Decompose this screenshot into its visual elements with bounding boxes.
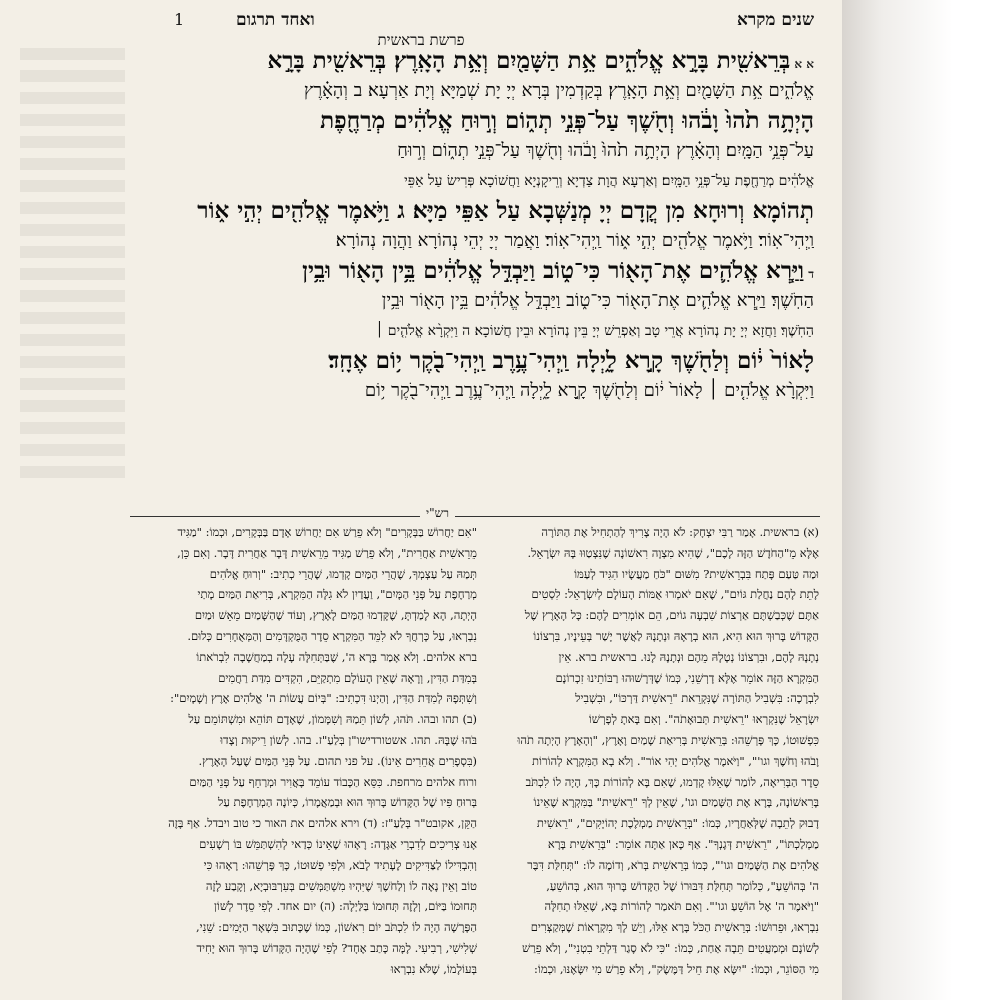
rashi-line: נְתָנָהּ לָהֶם, וּבִרְצוֹנוֹ נְטָלָהּ מֵהֶם וּנְתָנָהּ לָנוּ. בראשית ברא. אֵין [558, 649, 819, 664]
rashi-line: בָּרִאשׁוֹנָה, בָּרָא אֶת הַשָּׁמַיִם וגו', שֶׁאֵין לְךָ "רֵאשִׁית" בַּמִּקְרָא שֶׁאֵינוֹ [533, 795, 819, 810]
rashi-line: "אִם יַחֲרוֹשׁ בַּבְּקָרִים" וְלֹא פֵרַשׁ אִם יַחֲרוֹשׁ אָדָם בַּבְּקָרִים, וּכְמוֹ: "מַגִּיד [177, 525, 477, 539]
rashi-line: בְּעוֹלָמוֹ, שֶׁלֹּא נִבְרְאוּ [390, 961, 477, 976]
rashi-line: סֵדֶר הַבְּרִיאָה, לוֹמַר שֶׁאֵלּוּ קָדְמוּ, שֶׁאִם בָּא לְהוֹרוֹת כָּךְ, הָיָה לוֹ לִכְתֹּב [525, 774, 819, 789]
rashi-line: נִבְרְאוּ, וּפֵרוּשׁוֹ: בְּרֵאשִׁית הַכֹּל בָּרָא אֵלּוּ, וְיֵשׁ לָךְ מִקְרָאוֹת שֶׁמְּקַצְּרִים [530, 920, 819, 935]
verse-line [132, 256, 814, 286]
verse-text: הַחֹֽשֶׁךְ׃ וַיַּ֧רְא אֱלֹהִ֛ים אֶת־הָא֖וֹר כִּי־ט֑וֹב וַיַּבְדֵּ֣ל אֱלֹהִ֔ים בֵּ֥ין הָא֖וֹר וּבֵ֥ין [381, 290, 814, 311]
rashi-line: לְשׁוֹנָם וּמְמַעֲטִים תֵּבָה אַחַת, כְּמוֹ: "כִּי לֹא סָגַר דַּלְתֵי בִטְנִי", וְלֹא פֵרַשׁ [522, 940, 819, 955]
header-left-title: ואחד תרגום [236, 10, 315, 30]
torah-text-block [132, 46, 814, 406]
verse-text: הַחֹֽשֶׁךְ׃ וַחֲזָא יְיָ יָת נְהוֹרָא אֲרֵי טָב וְאַפְרֵשׁ יְיָ בֵּין נְהוֹרָא וּבֵין חֲשׁוֹכָא׃ ה וַיִּקְרָ֨א אֱלֹהִ֤ים ׀ [375, 323, 814, 339]
verse-number: ד [804, 267, 814, 281]
parasha-title: פרשת בראשית [377, 31, 465, 49]
rashi-title: רש"י [420, 506, 455, 521]
verse-text: וַיַּ֧רְא אֱלֹהִ֛ים אֶת־הָא֖וֹר כִּי־ט֑וֹב וַיַּבְדֵּ֣ל אֱלֹהִ֔ים בֵּ֥ין הָא֖וֹר וּבֵ֥ין [302, 257, 805, 284]
verse-text: וַיִּקְרָ֨א אֱלֹהִ֤ים ׀ לָאוֹר֙ י֔וֹם וְלַחֹ֖שֶׁךְ קָ֣רָא לָ֑יְלָה וַֽיְהִי־עֶ֥רֶב וַֽיְהִי־בֹ֖קֶר י֥וֹם [364, 380, 814, 401]
rashi-line: ורוח אלהים מרחפת. כִּסֵּא הַכָּבוֹד עוֹמֵד בָּאֲוִיר וּמְרַחֵף עַל פְּנֵי הַמַּיִם [189, 774, 477, 789]
verse-number: א א [790, 57, 814, 71]
rashi-line: הַמִּקְרָא הַזֶּה אוֹמֵר אֶלָּא דָרְשֵׁנִי, כְּמוֹ שֶׁדְּרָשׁוּהוּ רַבּוֹתֵינוּ זִכְרוֹנָם [555, 670, 819, 685]
verse-text: לָאוֹר֙ י֔וֹם וְלַחֹ֖שֶׁךְ קָ֣רָא לָ֑יְלָה וַֽיְהִי־עֶ֥רֶב וַֽיְהִי־בֹ֖קֶר י֥וֹם אֶחָֽד׃ [328, 347, 814, 374]
rashi-line: לָתֵת לָהֶם נַחֲלַת גּוֹיִם", שֶׁאִם יֹאמְרוּ אֻמּוֹת הָעוֹלָם לְיִשְׂרָאֵל: לִסְטִים [531, 587, 819, 602]
rashi-line: דָבוּק לְתֵבָה שֶׁלְּאַחֲרָיו, כְּמוֹ: "בְּרֵאשִׁית מַמְלֶכֶת יְהוֹיָקִים", "רֵאשִׁית [536, 816, 819, 831]
verse-text: עַל־פְּנֵ֥י הַמָּֽיִם׃ וְהָאָ֗רֶץ הָיְתָ֥ה תֹ֙הוּ֙ וָבֹ֔הוּ וְחֹ֖שֶׁךְ עַל־פְּנֵ֣י תְה֑וֹם וְר֣וּחַ [397, 140, 814, 161]
verse-text: בְּרֵאשִׁ֖ית בָּרָ֣א אֱלֹהִ֑ים אֵ֥ת הַשָּׁמַ֖יִם וְאֵ֥ת הָאָֽרֶץ׃ בְּרֵאשִׁ֖ית בָּרָ֣א [267, 47, 791, 74]
rashi-line: אַתֶּם שֶׁכְּבַשְׁתֶּם אַרְצוֹת שִׁבְעָה גוֹיִם, הֵם אוֹמְרִים לָהֶם: כָּל הָאָרֶץ שֶׁל [524, 608, 819, 623]
rashi-line: מְרַחֶפֶת עַל פְּנֵי הַמָּיִם", וַעֲדַיִן לֹא גִלָּה הַמִּקְרָא, בְּרִיאַת הַמַּיִם מָתַי [197, 587, 477, 602]
rashi-line: "וַיֹּאמֶר ה' אֶל הוֹשֵׁעַ וגו'". וְאִם תֹּאמַר לְהוֹרוֹת בָּא, שֶׁאֵלּוּ תְחִלָּה [544, 899, 819, 914]
page-edge-shadow [842, 0, 1000, 1000]
verse-line [132, 46, 814, 76]
rashi-divider [130, 516, 820, 517]
rashi-line: ה' בְּהוֹשֵׁעַ", כְּלוֹמַר תְּחִלַּת דִּבּוּרוֹ שֶׁל הַקָּדוֹשׁ בָּרוּךְ הוּא, בְּהוֹשֵׁעַ, [546, 878, 819, 893]
rashi-line: הַקֵּן, אקובט"ר בְּלַעַ"ז: (ד) וירא אלהים את האור כי טוב ויבדל. אַף בָּזֶה [168, 816, 477, 831]
rashi-line: אֶלָּא מֵ"הַחֹדֶשׁ הַזֶּה לָכֶם", שֶׁהִיא מִצְוָה רִאשׁוֹנָה שֶׁנִּצְטַוּוּ בָּהּ יִשְׂרָאֵל. [527, 545, 819, 560]
rashi-column-right [494, 522, 819, 992]
rashi-line: מֵרֵאשִׁית אַחֲרִית", וְלֹא פֵרַשׁ מַגִּיד מֵרֵאשִׁית דָּבָר אַחֲרִית דָּבָר. וְאִם כֵּן, [177, 545, 477, 560]
rashi-line: (ב) תהו ובהו. תֹּהוּ, לְשׁוֹן תֵּמַהּ וְשִׁמָּמוֹן, שֶׁאָדָם תּוֹהֵא וּמִשְׁתּוֹמֵם עַל [188, 712, 477, 727]
verse-text: הָיְתָ֥ה תֹ֙הוּ֙ וָבֹ֔הוּ וְחֹ֖שֶׁךְ עַל־פְּנֵ֣י תְה֑וֹם וְר֣וּחַ אֱלֹהִ֔ים מְרַחֶ֖פֶת [320, 107, 814, 134]
page-number: 1 [174, 10, 185, 29]
rashi-line: טוֹב וְאֵין נָאֶה לוֹ וְלַחֹשֶׁךְ שֶׁיִּהְיוּ מִשְׁתַּמְּשִׁים בְּעִרְבּוּבְיָא, וְקָבַע לָזֶה [205, 878, 477, 893]
rashi-line: הַפָּרָשָׁה הָיָה לוֹ לִכְתֹּב יוֹם רִאשׁוֹן, כְּמוֹ שֶׁכָּתוּב בִּשְׁאָר הַיָּמִים: שֵׁנִי, [195, 920, 477, 935]
rashi-line: ברא אלהים. וְלֹא אָמַר בָּרָא ה', שֶׁבַּתְּחִלָּה עָלָה בְמַחֲשָׁבָה לִבְרֹאתוֹ [196, 649, 477, 664]
rashi-line: יִשְׂרָאֵל שֶׁנִּקְרְאוּ "רֵאשִׁית תְּבוּאָתֹה". וְאִם בָּאתָ לְפָרְשׁוֹ [588, 712, 819, 727]
verse-line [132, 106, 814, 136]
rashi-column-left [152, 522, 477, 992]
rashi-line: וְהִבְדִּילוֹ לַצַּדִּיקִים לֶעָתִיד לָבֹא, וּלְפִי פְשׁוּטוֹ, כָּךְ פָּרְשֵׁהוּ: רָאָהוּ כִּי [203, 857, 477, 872]
rashi-line: נִבְרְאוּ, עַל כָּרְחֲךָ לֹא לִמֵּד הַמִּקְרָא סֵדֶר הַמֻּקְדָּמִים וְהַמְּאֻחָרִים כְּלוּם. [187, 628, 477, 643]
rashi-line: אֱלֹהִים אֶת הַשָּׁמַיִם וגו'", כְּמוֹ בְּרֵאשִׁית בְּרֹא, וְדוֹמֶה לוֹ: "תְּחִלַּת דִּבֶּר [527, 857, 819, 872]
verse-line [132, 136, 814, 166]
rashi-line: בֹּהוּ שֶׁבָּהּ. תהו. אשטורדישו"ן בְּלַעַ"ז. בהו. לְשׁוֹן רֵיקוּת וְצָדוּ [220, 732, 477, 747]
rashi-line: אָנוּ צְרִיכִים לְדִבְרֵי אַגָּדָה: רָאָהוּ שֶׁאֵינוֹ כְּדַאי לְהִשְׁתַּמֵּשׁ בּוֹ רְשָׁעִים [199, 836, 477, 851]
rashi-line: תְּחוּמוֹ בַּיּוֹם, וְלָזֶה תְּחוּמוֹ בַּלַּיְלָה: (ה) יום אחד. לְפִי סֵדֶר לְשׁוֹן [213, 899, 477, 914]
verse-line [132, 166, 814, 196]
rashi-line: הַקָּדוֹשׁ בָּרוּךְ הוּא הִיא, הוּא בְרָאָהּ וּנְתָנָהּ לַאֲשֶׁר יָשַׁר בְּעֵינָיו, בִּרְצוֹנוֹ [533, 628, 819, 643]
header-right-title: שנים מקרא [737, 10, 814, 30]
rashi-line: תְּמַהּ עַל עַצְמְךָ, שֶׁהֲרֵי הַמַּיִם קָדְמוּ, שֶׁהֲרֵי כְתִיב: "וְרוּחַ אֱלֹהִים [209, 566, 477, 581]
verse-line [132, 346, 814, 376]
verse-text: אֱלֹהִ֔ים מְרַחֶ֖פֶת עַל־פְּנֵ֥י הַמָּֽיִם׃ וְאַרְעָא הֲוָת צַדְיָא וְרֵיקָנְיָא וַחֲשׁוֹכָא פְּרִישׂ עַל אַפֵּי [404, 173, 814, 189]
rashi-line: בְּרוּחַ פִּיו שֶׁל הַקָּדוֹשׁ בָּרוּךְ הוּא וּבְמַאֲמָרוֹ, כְּיוֹנָה הַמְרַחֶפֶת עַל [218, 795, 477, 810]
verse-line [132, 76, 814, 106]
rashi-line: בְּמִדַּת הַדִּין, וְרָאָה שֶׁאֵין הָעוֹלָם מִתְקַיֵּם, הִקְדִּים מִדַּת רַחֲמִים [218, 670, 477, 685]
bleed-through-text [20, 48, 125, 488]
rashi-line: כִּפְשׁוּטוֹ, כָּךְ פָּרְשֵׁהוּ: בְּרֵאשִׁית בְּרִיאַת שָׁמַיִם וָאָרֶץ, "וְהָאָרֶץ הָיְתָה תֹהוּ [517, 732, 819, 747]
rashi-line: וּמַה טַּעַם פָּתַח בִּבְרֵאשִׁית? מִשּׁוּם "כֹּחַ מַעֲשָׂיו הִגִּיד לְעַמּוֹ [574, 566, 819, 581]
verse-line [132, 286, 814, 316]
rashi-line: הָיְתָה, הָא לָמַדְתָּ, שֶׁקָּדְמוּ הַמַּיִם לָאָרֶץ, וְעוֹד שֶׁהַשָּׁמַיִם מֵאֵשׁ וּמַיִם [194, 608, 477, 623]
rashi-line: שְׁלִישִׁי, רְבִיעִי. לָמָּה כָּתַב אֶחָד? לְפִי שֶׁהָיָה הַקָּדוֹשׁ בָּרוּךְ הוּא יָחִיד [196, 940, 477, 955]
rashi-line: מַמְלַכְתּוֹ", "רֵאשִׁית דְּגָנְךָ". אַף כָּאן אַתָּה אוֹמֵר: "בְּרֵאשִׁית בָּרָא [547, 836, 819, 851]
rashi-line: (א) בראשית. אָמַר רַבִּי יִצְחָק: לֹא הָיָה צָרִיךְ לְהַתְחִיל אֶת הַתּוֹרָה [541, 525, 819, 539]
verse-text: תְהוֹמָא וְרוּחָא מִן קֳדָם יְיָ מְנַשְּׁבָא עַל אַפֵּי מַיָּא׃ ג וַיֹּ֥אמֶר אֱלֹהִ֖ים יְהִ֣י א֑וֹר [197, 197, 814, 224]
verse-line [132, 196, 814, 226]
verse-line [132, 226, 814, 256]
verse-text: וַֽיְהִי־אֽוֹר׃ וַיֹּ֥אמֶר אֱלֹהִ֖ים יְהִ֣י א֑וֹר וַֽיְהִי־אֽוֹר׃ וַאֲמַר יְיָ יְהֵי נְהוֹרָא וַהֲוָה נְהוֹרָא׃ [335, 230, 814, 251]
verse-text: אֱלֹהִ֑ים אֵ֥ת הַשָּׁמַ֖יִם וְאֵ֥ת הָאָֽרֶץ׃ בְּקַדְמִין בְּרָא יְיָ יָת שְׁמַיָּא וְיָת אַרְעָא׃ ב וְהָאָ֗רֶץ [303, 80, 814, 101]
rashi-line: וְשִׁתְּפָהּ לְמִדַּת הַדִּין, וְהַיְנוּ דִּכְתִיב: "בְּיוֹם עֲשׂוֹת ה' אֱלֹהִים אֶרֶץ וְשָׁמָיִם": [170, 691, 477, 706]
rashi-line: וָבֹהוּ וְחֹשֶׁךְ וגו'", "וַיֹּאמֶר אֱלֹהִים יְהִי אוֹר". וְלֹא בָא הַמִּקְרָא לְהוֹרוֹת [531, 753, 819, 768]
rashi-line: לִבְרָכָה: בִּשְׁבִיל הַתּוֹרָה שֶׁנִּקְרֵאת "רֵאשִׁית דַּרְכּוֹ", וּבִשְׁבִיל [575, 691, 819, 706]
verse-line [132, 376, 814, 406]
rashi-line: (בִּסְפָרִים אֲחֵרִים אֵינוֹ). על פני תהום. עַל פְּנֵי הַמַּיִם שֶׁעַל הָאָרֶץ. [198, 753, 477, 768]
rashi-line: מִי הַסּוֹגֵר, וּכְמוֹ: "יִשָּׂא אֶת חֵיל דַּמֶּשֶׂק", וְלֹא פֵרַשׁ מִי יִשָּׂאֶנּוּ, וּכְמוֹ: [534, 961, 819, 976]
verse-line [132, 316, 814, 346]
